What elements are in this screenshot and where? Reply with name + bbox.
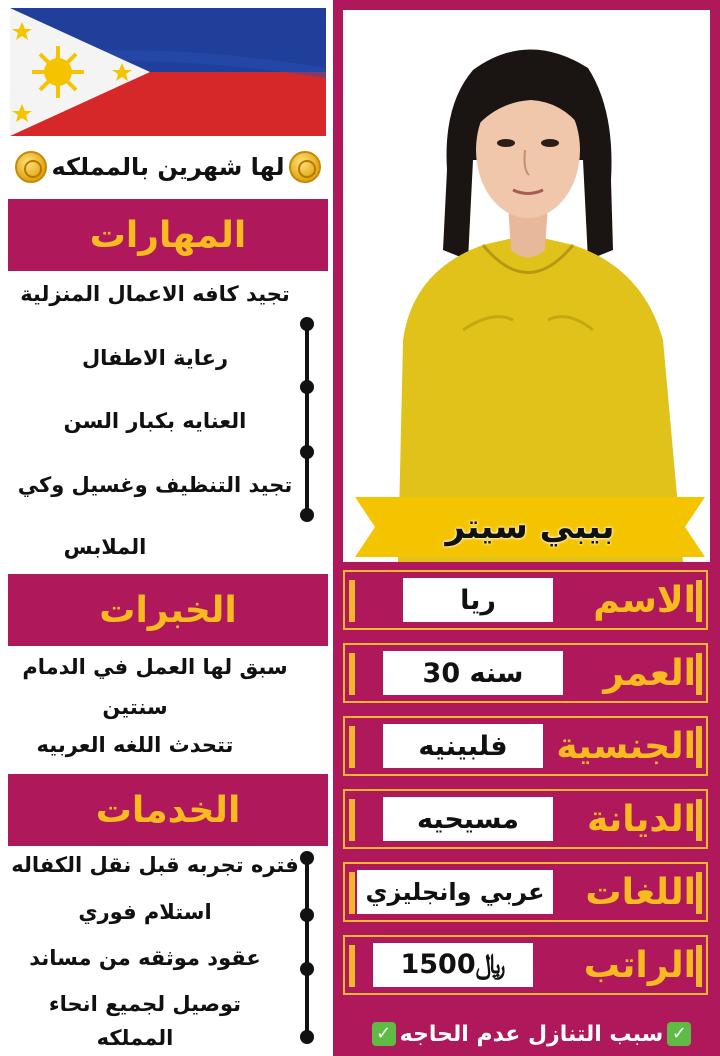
experience-item: سنتين	[102, 695, 168, 719]
info-row-languages	[343, 862, 710, 924]
stay-duration	[8, 146, 328, 188]
skill-item: تجيد التنظيف وغسيل وكي	[17, 473, 293, 497]
salary-value: 1500﷼	[373, 943, 533, 987]
timeline-dot	[300, 508, 314, 522]
timeline-dot	[300, 1030, 314, 1044]
philippines-flag	[10, 8, 326, 136]
waiver-reason	[343, 1012, 720, 1056]
experience-header: الخبرات	[8, 574, 328, 646]
timeline-dot	[300, 445, 314, 459]
service-item: فتره تجربه قبل نقل الكفاله	[11, 853, 299, 877]
age-label: العمر	[603, 652, 696, 694]
job-title: بيبي سيتر	[445, 507, 615, 547]
job-title-banner	[355, 492, 705, 562]
skills-header: المهارات	[8, 199, 328, 271]
religion-label: الديانة	[586, 798, 696, 840]
philippines-flag-icon	[10, 8, 326, 136]
check-mark-icon: ✓	[372, 1022, 396, 1046]
religion-value: مسيحيه	[383, 797, 553, 841]
info-row-name	[343, 570, 710, 632]
timeline-dot	[300, 380, 314, 394]
info-row-salary	[343, 935, 710, 997]
name-label: الاسم	[593, 579, 696, 621]
gold-coin-icon	[15, 151, 47, 183]
worker-portrait-image	[343, 10, 710, 562]
check-mark-icon: ✓	[667, 1022, 691, 1046]
services-timeline	[305, 856, 309, 1036]
experience-item: سبق لها العمل في الدمام	[22, 655, 288, 679]
skill-item: العنايه بكبار السن	[63, 409, 247, 433]
age-value: 30 سنه	[383, 651, 563, 695]
timeline-dot	[300, 317, 314, 331]
timeline-dot	[300, 908, 314, 922]
waiver-reason-text: سبب التنازل عدم الحاجه	[399, 1021, 664, 1047]
skill-item: الملابس	[63, 535, 147, 559]
stay-duration-text: لها شهرين بالمملكه	[51, 153, 285, 181]
languages-value: عربي وانجليزي	[357, 870, 553, 914]
info-row-religion	[343, 789, 710, 851]
skill-item: تجيد كافه الاعمال المنزلية	[20, 282, 290, 306]
service-item: استلام فوري	[78, 900, 212, 924]
info-row-nationality	[343, 716, 710, 778]
worker-photo	[343, 10, 710, 562]
salary-label: الراتب	[583, 944, 696, 986]
timeline-dot	[300, 962, 314, 976]
gold-coin-icon	[289, 151, 321, 183]
nationality-value: فلبينيه	[383, 724, 543, 768]
name-value: ريا	[403, 578, 553, 622]
services-header: الخدمات	[8, 774, 328, 846]
info-row-age	[343, 643, 710, 705]
service-item: عقود موثقه من مساند	[29, 946, 261, 970]
skill-item: رعاية الاطفال	[81, 346, 229, 370]
service-item: توصيل لجميع انحاء	[48, 992, 242, 1016]
experience-item: تتحدث اللغه العربيه	[36, 733, 234, 757]
nationality-label: الجنسية	[556, 725, 696, 767]
languages-label: اللغات	[585, 871, 696, 913]
service-item: المملكه	[96, 1026, 174, 1050]
